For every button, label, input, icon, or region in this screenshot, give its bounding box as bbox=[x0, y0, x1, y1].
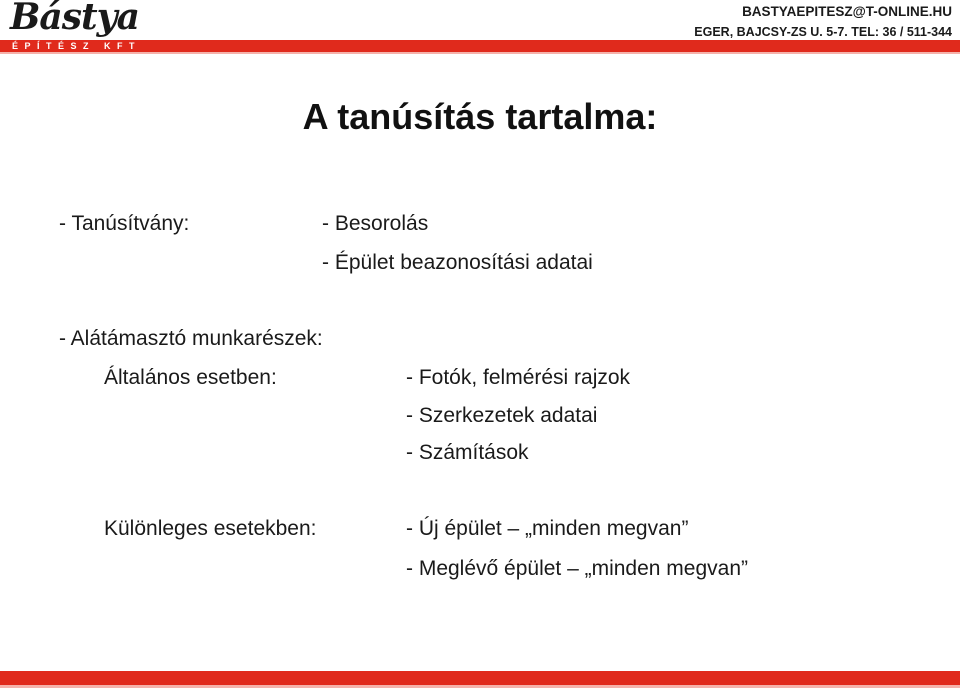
footer-red-band bbox=[0, 671, 960, 685]
contact-address: EGER, BAJCSY-ZS U. 5-7. TEL: 36 / 511-344 bbox=[694, 25, 952, 39]
body-line-altalanos: Általános esetben: bbox=[104, 366, 277, 389]
body-line-meglevo-epulet: - Meglévő épület – „minden megvan” bbox=[406, 557, 749, 580]
contact-email: BASTYAEPITESZ@T-ONLINE.HU bbox=[742, 4, 952, 19]
logo-script-text: Bástya bbox=[10, 0, 139, 38]
body-line-besorolas: - Besorolás bbox=[322, 212, 429, 235]
body-line-fotok: - Fotók, felmérési rajzok bbox=[406, 366, 631, 389]
slide-title: A tanúsítás tartalma: bbox=[302, 96, 658, 137]
body-line-szamitasok: - Számítások bbox=[406, 441, 529, 464]
logo-subtitle: ÉPÍTÉSZ KFT bbox=[12, 41, 142, 51]
body-line-epulet-beazonositas: - Épület beazonosítási adatai bbox=[322, 251, 593, 274]
body-line-szerkezetek: - Szerkezetek adatai bbox=[406, 404, 598, 427]
company-logo bbox=[6, 0, 156, 52]
body-line-kulonleges: Különleges esetekben: bbox=[104, 517, 317, 540]
header-bar bbox=[0, 0, 960, 56]
body-line-tanusitvany: - Tanúsítvány: bbox=[59, 212, 190, 235]
footer-red-band-shadow bbox=[0, 685, 960, 688]
body-line-uj-epulet: - Új épület – „minden megvan” bbox=[406, 517, 689, 540]
header-red-band-shadow bbox=[0, 52, 960, 54]
body-line-alatamaszto: - Alátámasztó munkarészek: bbox=[59, 327, 323, 350]
